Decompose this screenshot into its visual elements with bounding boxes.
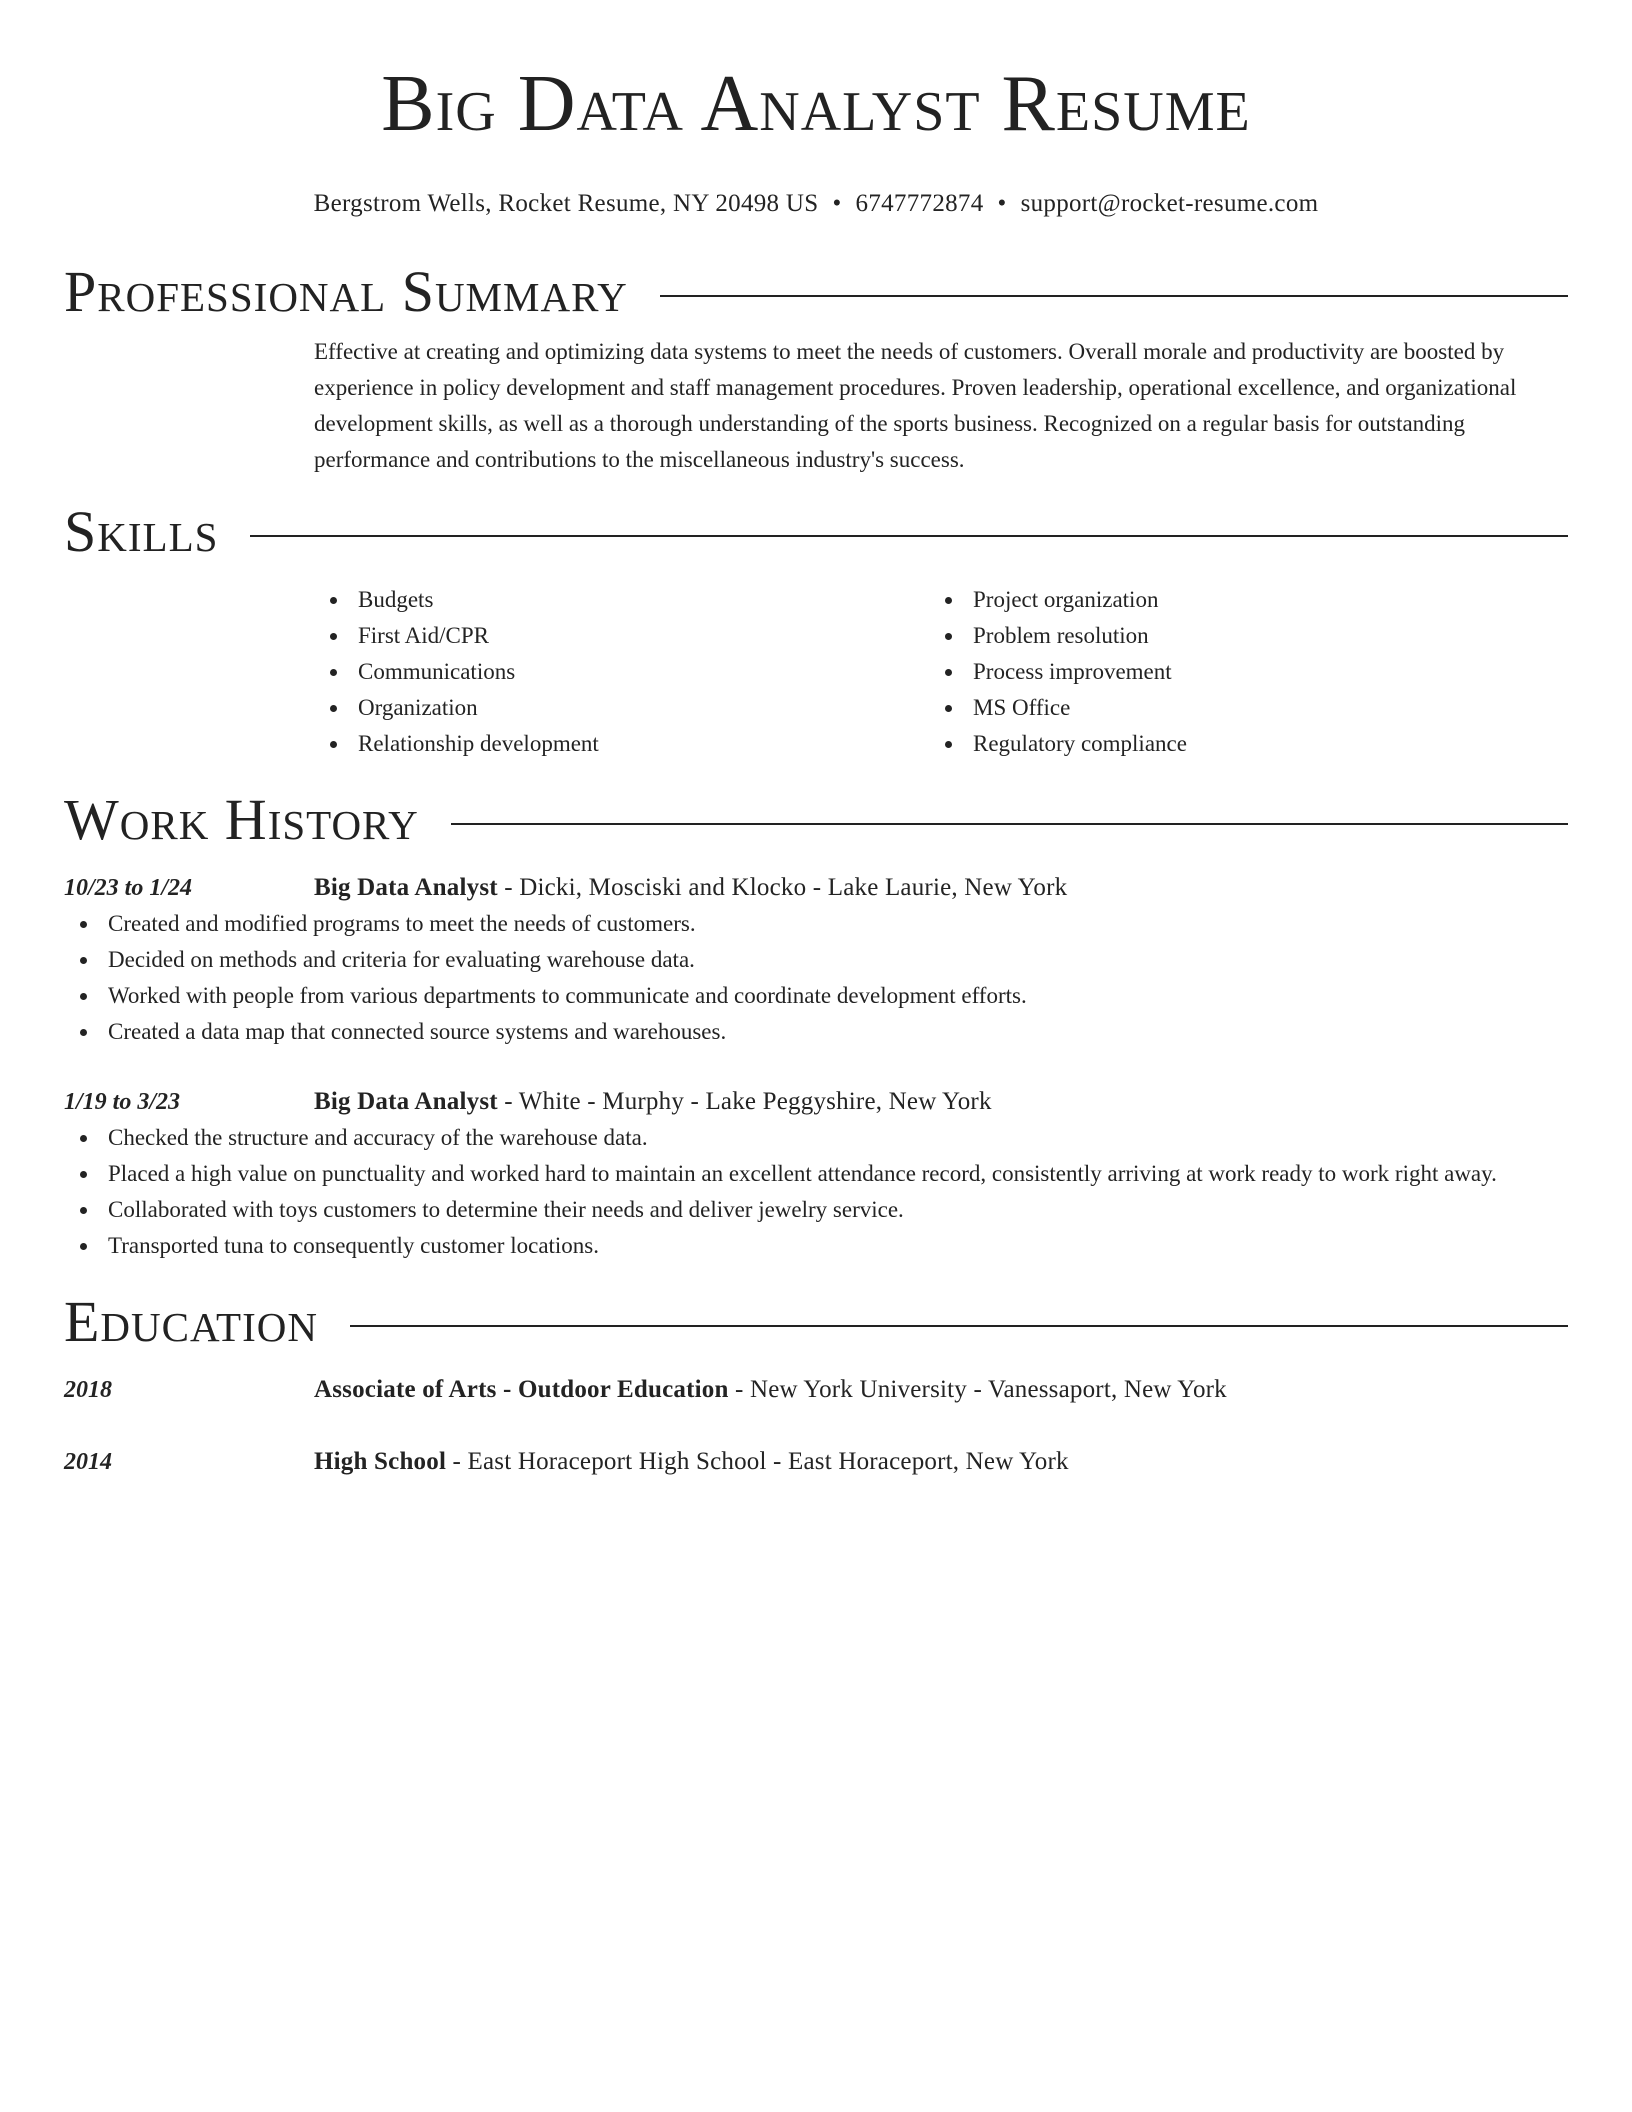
contact-separator: • xyxy=(832,190,842,217)
section-divider xyxy=(350,1325,1568,1327)
job-duty-item: Collaborated with toys customers to determine their needs and deliver jewelry service. xyxy=(64,1192,1568,1228)
job-entry xyxy=(64,870,1568,1050)
education-year: 2018 xyxy=(64,1377,112,1403)
job-employer: - Dicki, Mosciski and Klocko - Lake Laurie, New York xyxy=(497,874,1068,901)
summary-section-header xyxy=(64,260,1568,324)
education-line xyxy=(314,1444,1069,1480)
education-school: - East Horaceport High School - East Horaceport, New York xyxy=(446,1448,1069,1475)
job-duty-item: Transported tuna to consequently customer locations. xyxy=(64,1228,1568,1264)
education-section-header xyxy=(64,1290,1568,1354)
contact-line xyxy=(64,188,1568,220)
job-title: Big Data Analyst xyxy=(314,874,498,901)
skill-item: MS Office xyxy=(929,690,1544,726)
education-school: - New York University - Vanessaport, New York xyxy=(728,1376,1227,1403)
job-dates: 10/23 to 1/24 xyxy=(64,875,193,901)
summary-text: Effective at creating and optimizing data systems to meet the needs of customers. Overall morale and productivity are boosted by experience in policy development and staff management procedures. Proven leadership, operational excellence, and organizational development skills, as well as a thorough understanding of the sports business. Recognized on a regular basis for outstanding performance and contributions to the miscellaneous industry's success. xyxy=(314,339,1517,472)
skill-item: Project organization xyxy=(929,582,1544,618)
job-duty-item: Checked the structure and accuracy of the warehouse data. xyxy=(64,1120,1568,1156)
job-employer: - White - Murphy - Lake Peggyshire, New York xyxy=(497,1088,992,1115)
contact-email: support@rocket-resume.com xyxy=(1020,190,1319,217)
education-degree: Associate of Arts - Outdoor Education xyxy=(314,1376,729,1403)
skill-item: Budgets xyxy=(314,582,929,618)
job-title-line xyxy=(314,870,1067,906)
skills-column-right xyxy=(929,582,1544,762)
contact-address: Bergstrom Wells, Rocket Resume, NY 20498 US xyxy=(313,190,819,217)
skill-item: Relationship development xyxy=(314,726,929,762)
job-duty-item: Worked with people from various departments to communicate and coordinate development efforts. xyxy=(64,978,1568,1014)
skill-item: Regulatory compliance xyxy=(929,726,1544,762)
education-heading: Education xyxy=(64,1289,318,1354)
skill-item: Organization xyxy=(314,690,929,726)
job-duties xyxy=(64,1120,1568,1264)
education-entry xyxy=(64,1372,1568,1408)
skill-item: Process improvement xyxy=(929,654,1544,690)
section-divider xyxy=(250,535,1568,537)
job-dates: 1/19 to 3/23 xyxy=(64,1089,181,1115)
job-duty-item: Created a data map that connected source systems and warehouses. xyxy=(64,1014,1568,1050)
resume-title: Big Data Analyst Resume xyxy=(381,60,1251,148)
education-entry xyxy=(64,1444,1568,1480)
contact-separator: • xyxy=(997,190,1007,217)
education-degree: High School xyxy=(314,1448,447,1475)
job-duty-item: Decided on methods and criteria for evaluating warehouse data. xyxy=(64,942,1568,978)
work-section-header xyxy=(64,788,1568,852)
work-heading: Work History xyxy=(64,787,419,852)
skills-heading: Skills xyxy=(64,499,219,564)
job-title: Big Data Analyst xyxy=(314,1088,498,1115)
contact-phone: 6747772874 xyxy=(855,190,984,217)
summary-heading: Professional Summary xyxy=(64,259,628,324)
section-divider xyxy=(660,295,1568,297)
section-divider xyxy=(451,823,1568,825)
education-year: 2014 xyxy=(64,1449,112,1475)
job-duties xyxy=(64,906,1568,1050)
job-duty-item: Created and modified programs to meet the needs of customers. xyxy=(64,906,1568,942)
skill-item: First Aid/CPR xyxy=(314,618,929,654)
skill-item: Problem resolution xyxy=(929,618,1544,654)
job-entry xyxy=(64,1084,1568,1264)
skills-grid xyxy=(314,582,1568,762)
skills-column-left xyxy=(314,582,929,762)
job-title-line xyxy=(314,1084,992,1120)
job-duty-item: Placed a high value on punctuality and worked hard to maintain an excellent attendance record, consistently arriving at work ready to work right away. xyxy=(64,1156,1568,1192)
education-line xyxy=(314,1372,1227,1408)
skills-section-header xyxy=(64,500,1568,564)
skill-item: Communications xyxy=(314,654,929,690)
